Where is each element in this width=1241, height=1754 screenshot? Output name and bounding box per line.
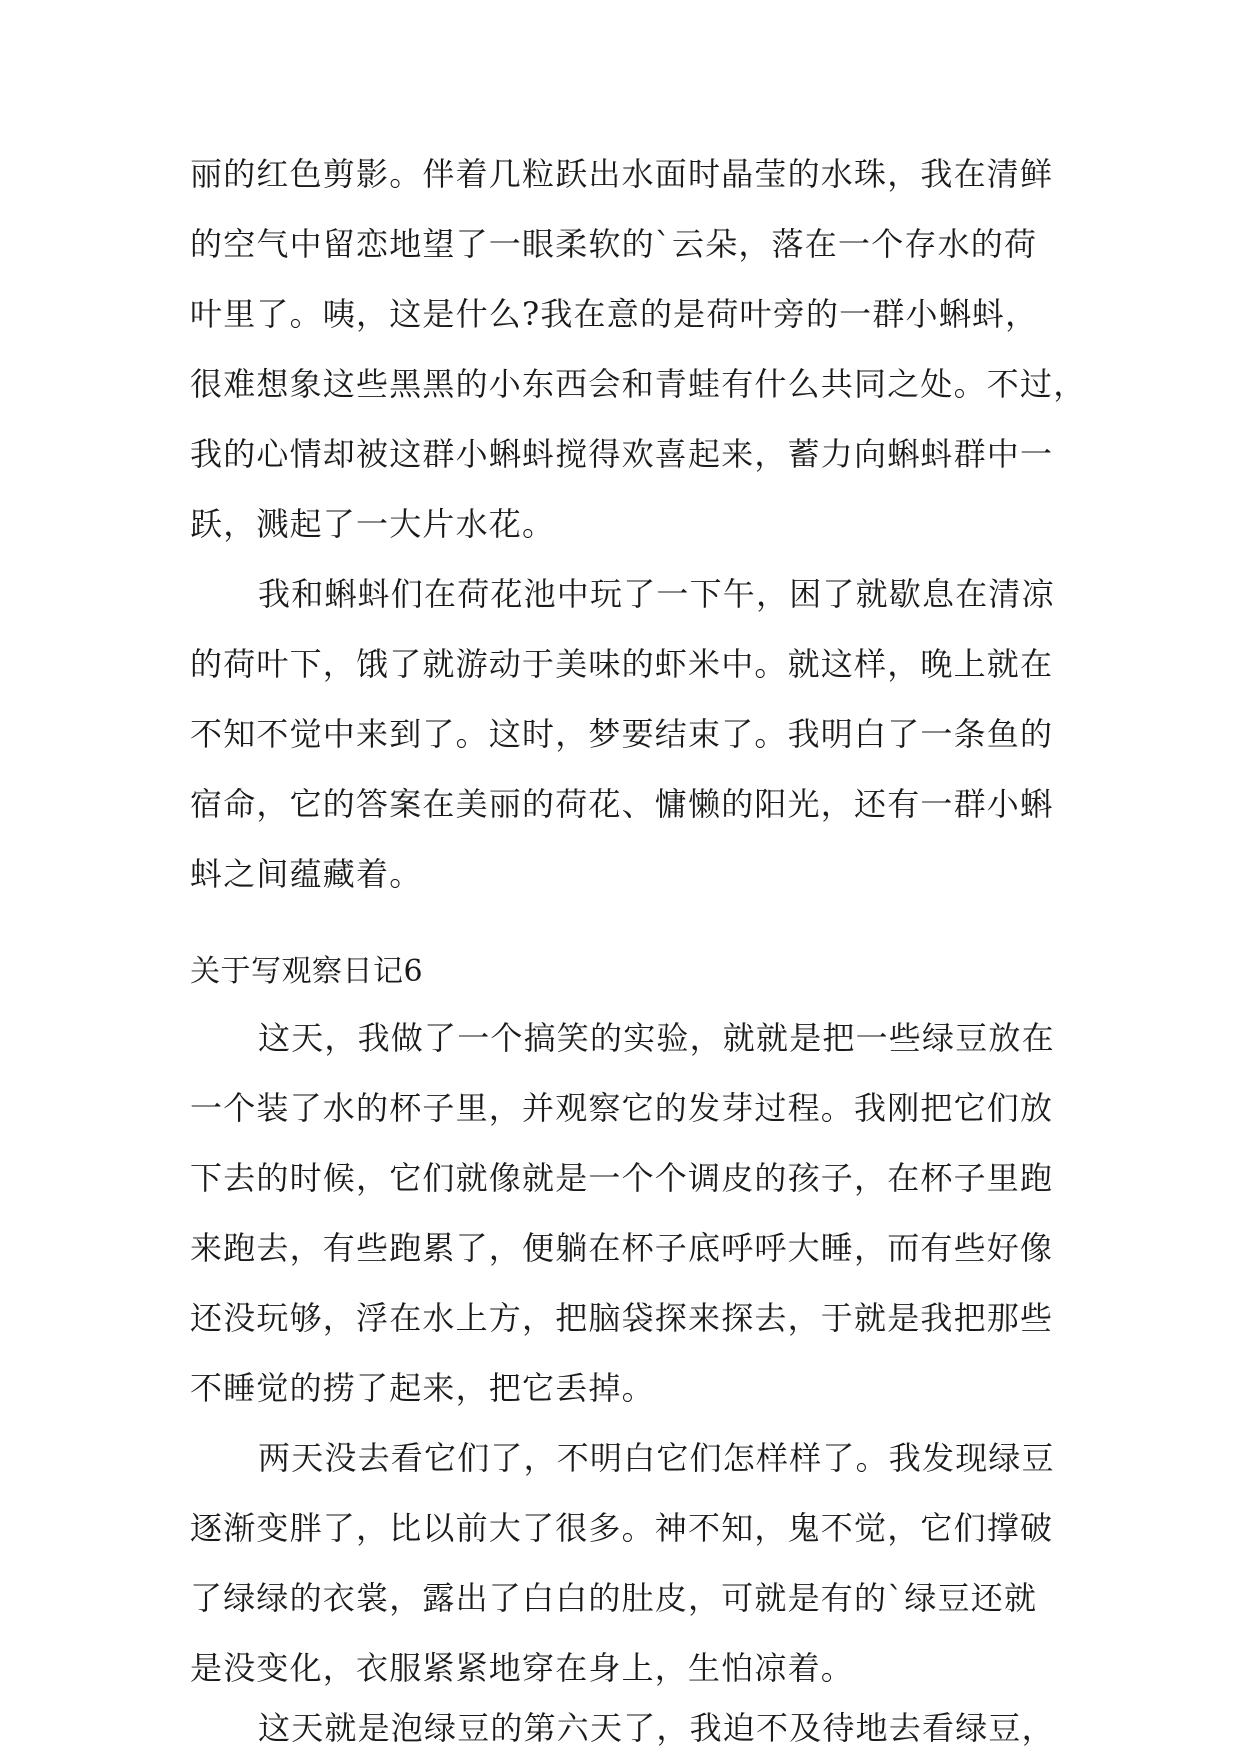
paragraph-line: 跃，溅起了一大片水花。 — [190, 505, 556, 543]
paragraph-line: 这天就是泡绿豆的第六天了，我迫不及待地去看绿豆， — [258, 1709, 1055, 1747]
paragraph-line: 两天没去看它们了，不明白它们怎样样了。我发现绿豆 — [258, 1439, 1055, 1477]
paragraph-line: 很难想象这些黑黑的小东西会和青蛙有什么共同之处。不过， — [190, 365, 1087, 403]
paragraph-line: 我的心情却被这群小蝌蚪搅得欢喜起来，蓄力向蝌蚪群中一 — [190, 435, 1054, 473]
paragraph-line: 来跑去，有些跑累了，便躺在杯子底呼呼大睡，而有些好像 — [190, 1229, 1054, 1267]
paragraph-line: 这天，我做了一个搞笑的实验，就就是把一些绿豆放在 — [258, 1019, 1055, 1057]
paragraph-line: 下去的时候，它们就像就是一个个调皮的孩子，在杯子里跑 — [190, 1159, 1054, 1197]
paragraph-line: 逐渐变胖了，比以前大了很多。神不知，鬼不觉，它们撑破 — [190, 1509, 1054, 1547]
paragraph-line: 叶里了。咦，这是什么?我在意的是荷叶旁的一群小蝌蚪， — [190, 295, 1039, 333]
paragraph-line: 是没变化，衣服紧紧地穿在身上，生怕凉着。 — [190, 1649, 855, 1687]
paragraph-line: 蚪之间蕴藏着。 — [190, 855, 423, 893]
paragraph-line: 宿命，它的答案在美丽的荷花、慵懒的阳光，还有一群小蝌 — [190, 785, 1054, 823]
paragraph-line: 一个装了水的杯子里，并观察它的发芽过程。我刚把它们放 — [190, 1089, 1054, 1127]
paragraph-line: 不睡觉的捞了起来，把它丢掉。 — [190, 1369, 655, 1407]
paragraph-line: 的荷叶下，饿了就游动于美味的虾米中。就这样，晚上就在 — [190, 645, 1054, 683]
paragraph-line: 我和蝌蚪们在荷花池中玩了一下午，困了就歇息在清凉 — [258, 575, 1055, 613]
paragraph-line: 不知不觉中来到了。这时，梦要结束了。我明白了一条鱼的 — [190, 715, 1054, 753]
paragraph-line: 丽的红色剪影。伴着几粒跃出水面时晶莹的水珠，我在清鲜 — [190, 155, 1054, 193]
paragraph-line: 的空气中留恋地望了一眼柔软的`云朵，落在一个存水的荷 — [190, 225, 1038, 263]
paragraph-line: 了绿绿的衣裳，露出了白白的肚皮，可就是有的`绿豆还就 — [190, 1579, 1038, 1617]
paragraph-line: 还没玩够，浮在水上方，把脑袋探来探去，于就是我把那些 — [190, 1299, 1054, 1337]
section-heading: 关于写观察日记6 — [190, 954, 424, 989]
